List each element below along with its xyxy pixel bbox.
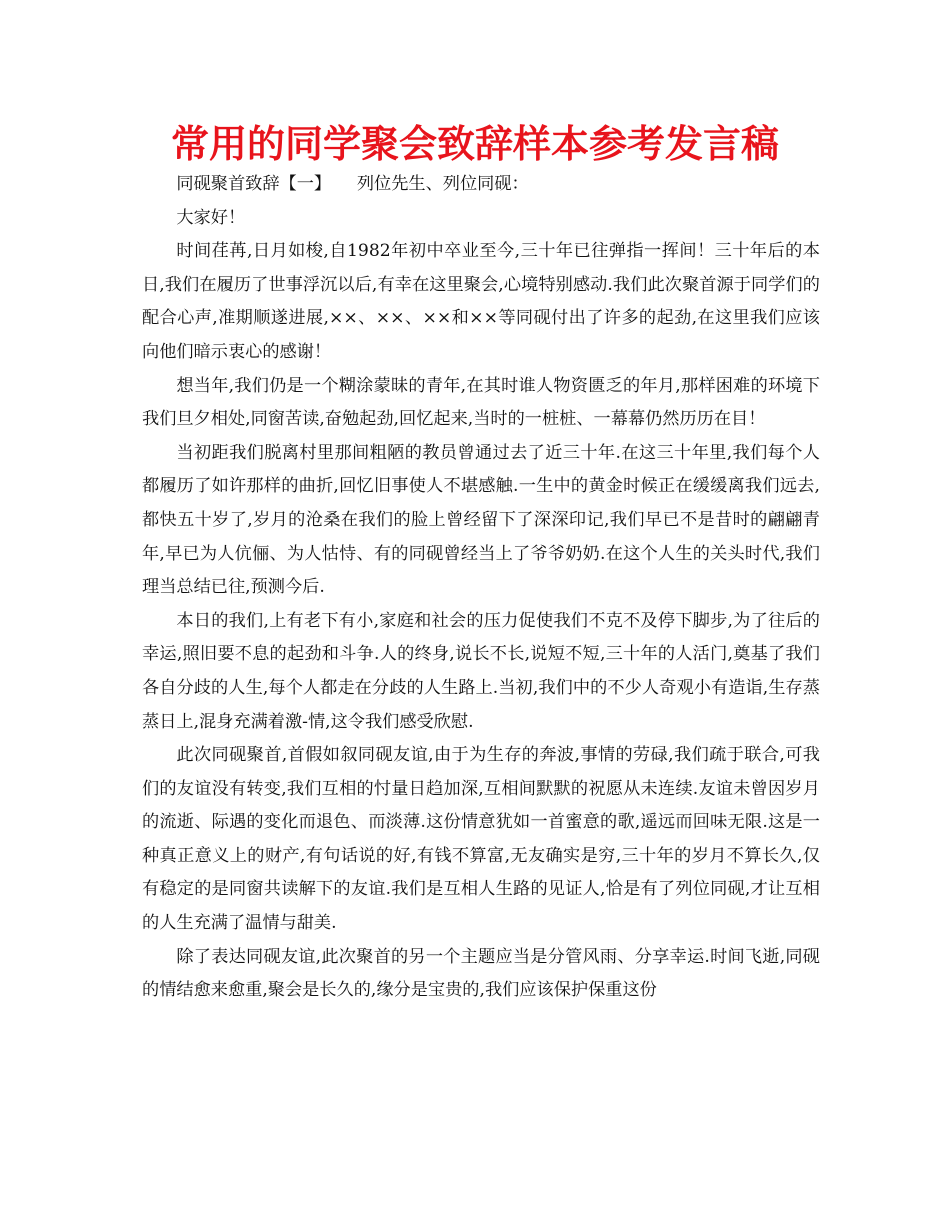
paragraph: 当初距我们脱离村里那间粗陋的教员曾通过去了近三十年.在这三十年里,我们每个人都履历了如许那样的曲折,回忆旧事使人不堪感触.一生中的黄金时候正在缓缓离我们远去,都快五十岁了,岁月的沧桑在我们的脸上曾经留下了深深印记,我们早已不是昔时的翩翩青年,早已为人伉俪、为人怙恃、有的同砚曾经当上了爷爷奶奶.在这个人生的关头时代,我们理当总结已往,预测今后.	[142, 442, 820, 598]
paragraph: 本日的我们,上有老下有小,家庭和社会的压力促使我们不克不及停下脚步,为了往后的幸运,照旧要不息的起劲和斗争.人的终身,说长不长,说短不短,三十年的人活门,奠基了我们各自分歧的人生,每个人都走在分歧的人生路上.当初,我们中的不少人奇观小有造诣,生存蒸蒸日上,混身充满着激-情,这令我们感受欣慰.	[142, 610, 820, 732]
speech-heading-line: 同砚聚首致辞【一】 列位先生、列位同砚：	[176, 174, 529, 194]
paragraph: 除了表达同砚友谊,此次聚首的另一个主题应当是分管风雨、分享幸运.时间飞逝,同砚的情结愈来愈重,聚会是长久的,缘分是宝贵的,我们应该保护保重这份	[142, 946, 820, 1001]
paragraph: 想当年,我们仍是一个糊涂蒙昧的青年,在其时谁人物资匮乏的年月,那样困难的环境下我们旦夕相处,同窗苦读,奋勉起劲,回忆起来,当时的一桩桩、一幕幕仍然历历在目！	[142, 375, 820, 430]
paragraph: 大家好！	[176, 207, 246, 228]
paragraph: 时间荏苒,日月如梭,自1982年初中卒业至今,三十年已往弹指一挥间！三十年后的本日,我们在履历了世事浮沉以后,有幸在这里聚会,心境特别感动.我们此次聚首源于同学们的配合心声,准期顺遂进展,××、××、××和××等同砚付出了许多的起劲,在这里我们应该向他们暗示衷心的感谢！	[142, 241, 820, 362]
document-body	[142, 168, 820, 1008]
document-title: 常用的同学聚会致辞样本参考发言稿	[170, 122, 779, 166]
paragraph: 此次同砚聚首,首假如叙同砚友谊,由于为生存的奔波,事情的劳碌,我们疏于联合,可我们的友谊没有转变,我们互相的忖量日趋加深,互相间默默的祝愿从未连续.友谊未曾因岁月的流逝、际遇的变化而退色、而淡薄.这份情意犹如一首蜜意的歌,遥远而回味无限.这是一种真正意义上的财产,有句话说的好,有钱不算富,无友确实是穷,三十年的岁月不算长久,仅有稳定的是同窗共读解下的友谊.我们是互相人生路的见证人,恰是有了列位同砚,才让互相的人生充满了温情与甜美.	[142, 745, 820, 934]
